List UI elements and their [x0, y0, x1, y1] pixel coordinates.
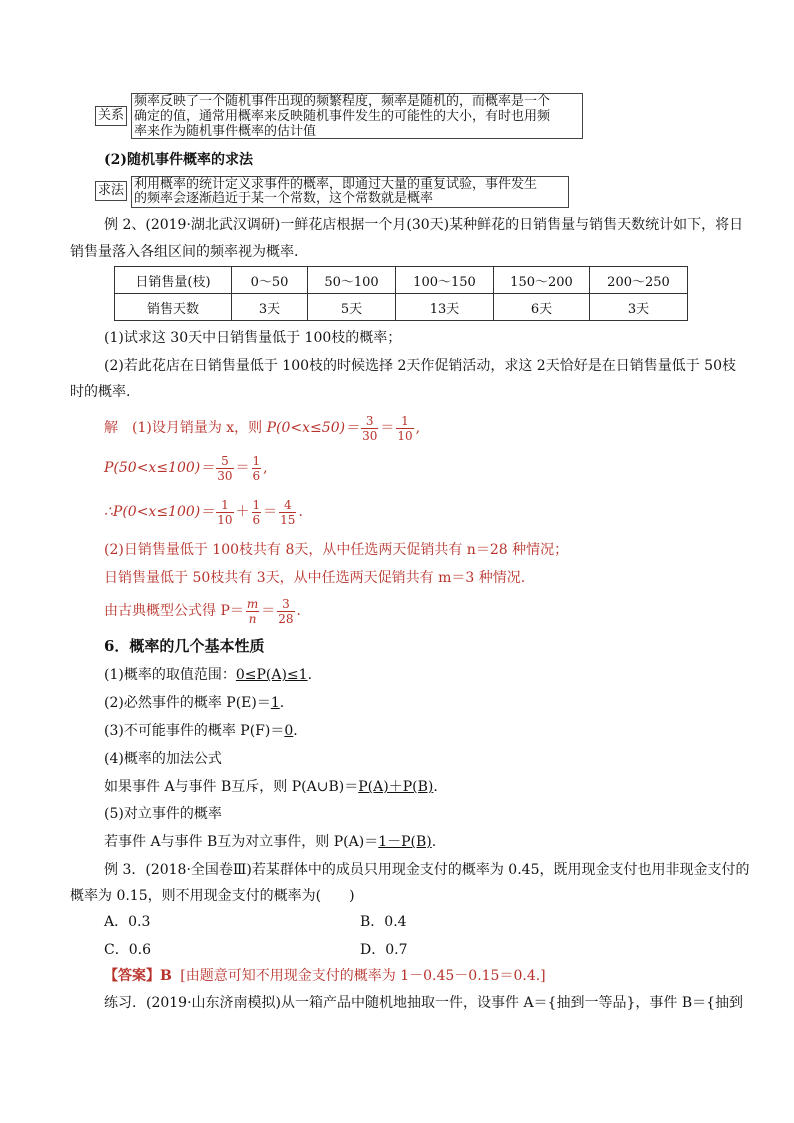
- property-2: (2)必然事件的概率 P(E)＝1.: [104, 695, 285, 711]
- practice-line-1: 练习．(2019·山东济南模拟)从一箱产品中随机地抽取一件，设事件 A＝{抽到一等品}，事件 B＝{抽到: [104, 995, 744, 1011]
- fraction: $\frac{3}{30}$: [362, 413, 378, 443]
- relation-line-1: 频率反映了一个随机事件出现的频繁程度，频率是随机的，而概率是一个: [134, 94, 551, 109]
- fraction: $\frac{m}{n}$: [246, 596, 259, 626]
- option-a: A．0.3: [104, 914, 151, 930]
- table-cell: 200～250: [590, 267, 688, 294]
- table-cell: 3天: [232, 294, 308, 321]
- relation-line-2: 确定的值，通常用概率来反映随机事件发生的可能性的大小，有时也用频: [134, 109, 551, 124]
- method-line-2: 的频率会逐渐趋近于某一个常数，这个常数就是概率: [134, 191, 434, 206]
- option-d: D．0.7: [360, 942, 408, 958]
- solution-line-5: 日销售量低于 50枝共有 3天，从中任选两天促销共有 m＝3 种情况.: [104, 570, 526, 586]
- example2-line-2: 销售量落入各组区间的频率视为概率.: [70, 244, 299, 260]
- section-6-title: 6．概率的几个基本性质: [104, 637, 265, 655]
- solution-prefix: 解 (1)设月销量为 x，则: [104, 420, 267, 436]
- fraction: $\frac{3}{28}$: [278, 596, 294, 626]
- solution-expr-3: ∴P(0<x≤100)＝: [104, 504, 215, 520]
- property-4-detail-label: 如果事件 A与事件 B互斥，则 P(A∪B)＝: [104, 779, 359, 795]
- example3-line-2: 概率为 0.15，则不用现金支付的概率为( ): [70, 888, 355, 904]
- property-2-value: 1: [270, 695, 280, 711]
- example2-question-1: (1)试求这 30天中日销售量低于 100枝的概率；: [104, 330, 402, 346]
- property-1: (1)概率的取值范围：0≤P(A)≤1.: [104, 667, 313, 683]
- property-1-label: (1)概率的取值范围：: [104, 667, 236, 683]
- property-3-label: (3)不可能事件的概率 P(F)＝: [104, 723, 285, 739]
- solution-line-6: 由古典概型公式得 P＝ $\frac{m}{n}$ ＝ $\frac{3}{28}$ .: [104, 596, 301, 626]
- answer-label: 【答案】B: [104, 968, 172, 984]
- table-header-row: [115, 267, 688, 294]
- fraction: $\frac{4}{15}$: [280, 497, 296, 527]
- property-2-label: (2)必然事件的概率 P(E)＝: [104, 695, 271, 711]
- fraction: $\frac{1}{6}$: [252, 453, 261, 483]
- example3-line-1: 例 3．(2018·全国卷Ⅲ)若某群体中的成员只用现金支付的概率为 0.45，既用现金支付也用非现金支付的: [104, 862, 750, 878]
- fraction: $\frac{5}{30}$: [217, 453, 233, 483]
- property-5-detail-value: 1－P(B): [378, 834, 432, 850]
- solution-expr-1: P(0<x≤50)＝: [266, 420, 360, 436]
- table-cell: 13天: [396, 294, 494, 321]
- method-tag: 求法: [95, 181, 127, 201]
- solution-line-2: P(50<x≤100)＝ $\frac{5}{30}$ ＝ $\frac{1}{6}$ ,: [104, 453, 268, 483]
- table-cell: 日销售量(枝): [115, 267, 232, 294]
- table-cell: 150～200: [494, 267, 590, 294]
- section-2-title: (2)随机事件概率的求法: [104, 152, 253, 168]
- property-5-detail-label: 若事件 A与事件 B互为对立事件，则 P(A)＝: [104, 834, 379, 850]
- property-3: (3)不可能事件的概率 P(F)＝0.: [104, 723, 298, 739]
- fraction: $\frac{1}{10}$: [217, 497, 233, 527]
- solution-expr-2: P(50<x≤100)＝: [104, 460, 215, 476]
- option-b: B．0.4: [360, 914, 407, 930]
- answer-line: [104, 966, 546, 986]
- example2-question-2-line-1: (2)若此花店在日销售量低于 100枝的时候选择 2天作促销活动，求这 2天恰好是在日销售量低于 50枝: [104, 358, 736, 374]
- property-5-detail: 若事件 A与事件 B互为对立事件，则 P(A)＝1－P(B).: [104, 834, 437, 850]
- relation-tag: 关系: [95, 106, 127, 126]
- property-3-value: 0: [284, 723, 294, 739]
- solution-line-3: ∴P(0<x≤100)＝ $\frac{1}{10}$ ＋ $\frac{1}{6}$ ＝ $\frac{4}{15}$ .: [104, 497, 303, 527]
- property-4: (4)概率的加法公式: [104, 751, 222, 767]
- solution-prefix-6: 由古典概型公式得 P＝: [104, 603, 244, 619]
- table-cell: 3天: [590, 294, 688, 321]
- table-cell: 100～150: [396, 267, 494, 294]
- table-cell: 0～50: [232, 267, 308, 294]
- relation-line-3: 率来作为随机事件概率的估计值: [134, 124, 317, 139]
- sales-table: [114, 266, 688, 321]
- table-row: [115, 294, 688, 321]
- solution-line-4: (2)日销售量低于 100枝共有 8天，从中任选两天促销共有 n＝28 种情况；: [104, 542, 569, 558]
- fraction: $\frac{1}{6}$: [252, 497, 261, 527]
- option-c: C．0.6: [104, 942, 151, 958]
- table-cell: 销售天数: [115, 294, 232, 321]
- solution-line-1: 解 (1)设月销量为 x，则 P(0<x≤50)＝ $\frac{3}{30}$ ＝ $\frac{1}{10}$ ,: [104, 413, 421, 443]
- table-cell: 50～100: [308, 267, 396, 294]
- property-1-value: 0≤P(A)≤1: [235, 667, 308, 683]
- example2-question-2-line-2: 时的概率.: [70, 384, 131, 400]
- property-4-detail-value: P(A)＋P(B): [358, 779, 434, 795]
- property-4-detail: 如果事件 A与事件 B互斥，则 P(A∪B)＝P(A)＋P(B).: [104, 779, 438, 795]
- method-line-1: 利用概率的统计定义求事件的概率，即通过大量的重复试验，事件发生: [134, 177, 538, 192]
- fraction: $\frac{1}{10}$: [397, 413, 413, 443]
- property-5: (5)对立事件的概率: [104, 806, 222, 822]
- answer-text: [由题意可知不用现金支付的概率为 1－0.45－0.15＝0.4.]: [180, 968, 546, 984]
- table-cell: 6天: [494, 294, 590, 321]
- table-cell: 5天: [308, 294, 396, 321]
- example2-line-1: 例 2、(2019·湖北武汉调研)一鲜花店根据一个月(30天)某种鲜花的日销售量与销售天数统计如下，将日: [104, 217, 744, 233]
